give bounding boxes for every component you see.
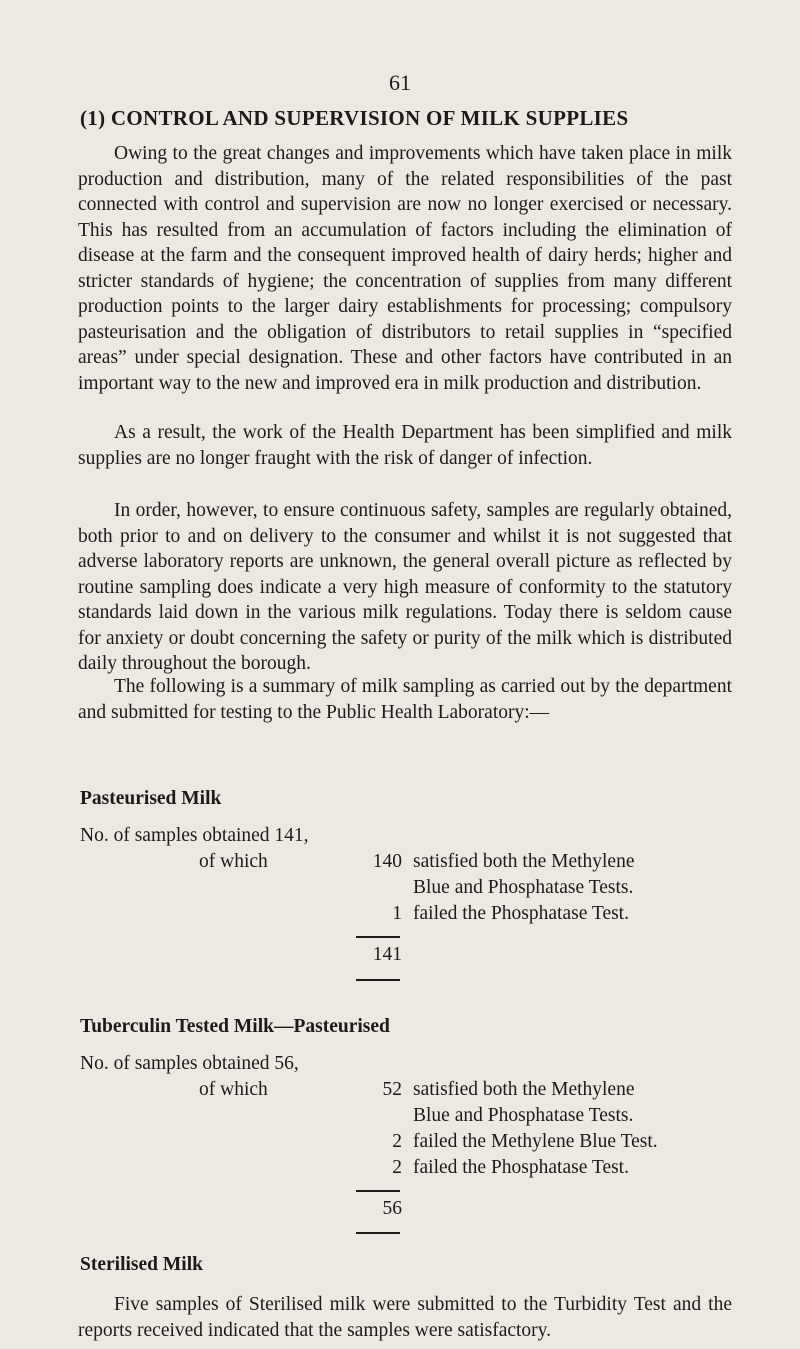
pasteurised-total: 141 — [372, 944, 402, 965]
sterilised-title: Sterilised Milk — [80, 1254, 203, 1275]
pasteurised-title: Pasteurised Milk — [80, 788, 222, 809]
section-heading: (1) CONTROL AND SUPERVISION OF MILK SUPPLIES — [80, 106, 629, 130]
pasteurised-obtained: No. of samples obtained 141, — [80, 825, 309, 846]
tuberculin-title: Tuberculin Tested Milk—Pasteurised — [80, 1016, 390, 1037]
paragraph-text: The following is a summary of milk sampling as carried out by the department and submitted for testing to the Public Health Laboratory:— — [78, 676, 732, 723]
paragraph-1 — [78, 141, 732, 396]
paragraph-text: As a result, the work of the Health Department has been simplified and milk supplies are no longer fraught with the risk of danger of infection. — [78, 422, 732, 469]
paragraph-text: In order, however, to ensure continuous safety, samples are regularly obtained, both prior to and on delivery to the consumer and whilst it is not suggested that adverse laboratory reports are unknown, the general overall picture as reflected by routine sampling does indicate a very high measure of conformity to the statutory standards laid down in the various milk regulations. Today there is seldom cause for anxiety or doubt concerning the safety or purity of the milk which is distributed daily throughout the borough. — [78, 500, 732, 674]
paragraph-4 — [78, 674, 732, 725]
pasteurised-desc-failed: failed the Phosphatase Test. — [413, 903, 629, 924]
pasteurised-count-failed: 1 — [392, 903, 402, 924]
pasteurised-rule-top — [356, 936, 400, 938]
tuberculin-rule-bottom — [356, 1232, 400, 1234]
tuberculin-desc-satisfied-1: satisfied both the Methylene — [413, 1079, 635, 1100]
paragraph-text: Owing to the great changes and improvements which have taken place in milk production and distribution, many of the related responsibilities of the past connected with control and supervision are now no longer exercised or necessary. This has resulted from an accumulation of factors including the elimination of disease at the farm and the consequent improved health of dairy herds; higher and stricter standards of hygiene; the concentration of supplies from many different production points to the larger dairy establishments for processing; compulsory pasteurisation and the obligation of distributors to retail supplies in “specified areas” under special designation. These and other factors have contributed in an important way to the new and improved era in milk production and distribution. — [78, 143, 732, 394]
paragraph-2 — [78, 420, 732, 471]
tuberculin-desc-failed-phosphatase: failed the Phosphatase Test. — [413, 1157, 629, 1178]
paragraph-3 — [78, 498, 732, 677]
pasteurised-count-satisfied: 140 — [372, 851, 402, 872]
tuberculin-desc-satisfied-2: Blue and Phosphatase Tests. — [413, 1105, 634, 1126]
pasteurised-desc-satisfied-1: satisfied both the Methylene — [413, 851, 635, 872]
tuberculin-total: 56 — [382, 1198, 402, 1219]
tuberculin-obtained: No. of samples obtained 56, — [80, 1053, 299, 1074]
tuberculin-count-satisfied: 52 — [382, 1079, 402, 1100]
sterilised-paragraph — [78, 1292, 732, 1343]
tuberculin-desc-failed-methylene: failed the Methylene Blue Test. — [413, 1131, 658, 1152]
pasteurised-rule-bottom — [356, 979, 400, 981]
pasteurised-desc-satisfied-2: Blue and Phosphatase Tests. — [413, 877, 634, 898]
tuberculin-count-failed-methylene: 2 — [392, 1131, 402, 1152]
paragraph-text: Five samples of Sterilised milk were submitted to the Turbidity Test and the reports received indicated that the samples were satisfactory. — [78, 1294, 732, 1341]
tuberculin-count-failed-phosphatase: 2 — [392, 1157, 402, 1178]
tuberculin-of-which: of which — [199, 1079, 268, 1100]
tuberculin-rule-top — [356, 1190, 400, 1192]
page-number: 61 — [389, 70, 411, 95]
pasteurised-of-which: of which — [199, 851, 268, 872]
